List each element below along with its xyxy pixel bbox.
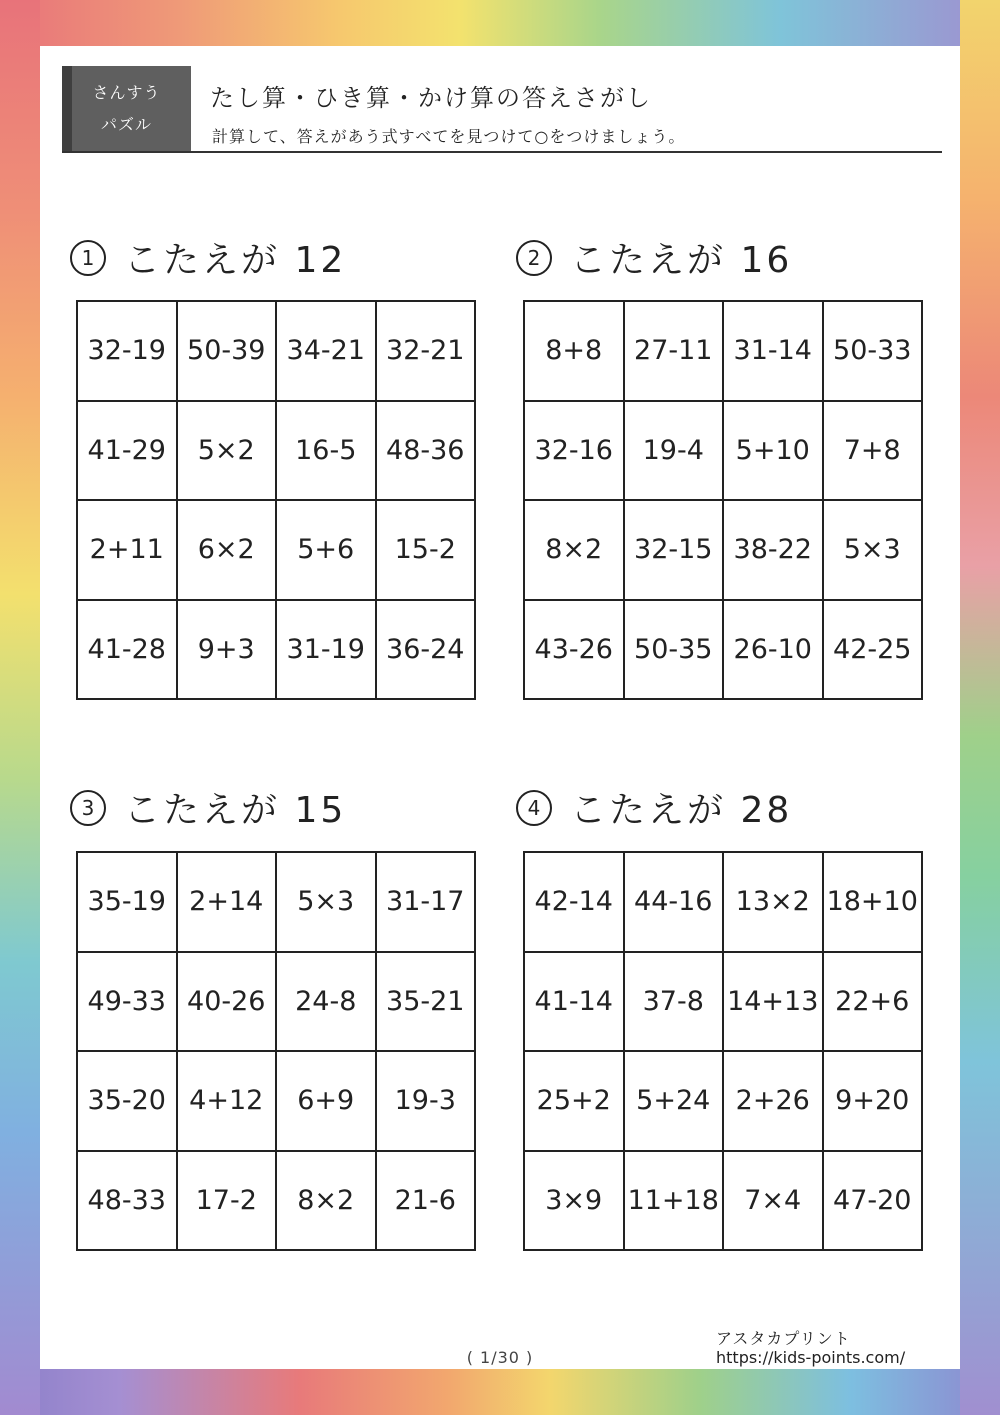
expression-cell[interactable]: 32-19 xyxy=(78,302,178,402)
expression-cell[interactable]: 43-26 xyxy=(525,601,625,701)
category-label-line1: さんすう xyxy=(92,83,161,102)
puzzle-heading-text: こたえが 16 xyxy=(570,240,793,281)
expression-cell[interactable]: 50-35 xyxy=(625,601,725,701)
expression-cell[interactable]: 42-25 xyxy=(824,601,924,701)
site-url: https://kids-points.com/ xyxy=(716,1348,906,1367)
expression-cell[interactable]: 32-15 xyxy=(625,501,725,601)
expression-cell[interactable]: 22+6 xyxy=(824,953,924,1053)
puzzle-1-heading xyxy=(70,232,346,283)
expression-cell[interactable]: 4+12 xyxy=(178,1052,278,1152)
expression-cell[interactable]: 48-33 xyxy=(78,1152,178,1252)
expression-cell[interactable]: 35-21 xyxy=(377,953,477,1053)
expression-cell[interactable]: 9+3 xyxy=(178,601,278,701)
expression-cell[interactable]: 25+2 xyxy=(525,1052,625,1152)
expression-cell[interactable]: 17-2 xyxy=(178,1152,278,1252)
expression-cell[interactable]: 42-14 xyxy=(525,853,625,953)
expression-cell[interactable]: 26-10 xyxy=(724,601,824,701)
expression-cell[interactable]: 14+13 xyxy=(724,953,824,1053)
expression-cell[interactable]: 8×2 xyxy=(277,1152,377,1252)
expression-cell[interactable]: 27-11 xyxy=(625,302,725,402)
expression-cell[interactable]: 44-16 xyxy=(625,853,725,953)
puzzle-number-badge: 4 xyxy=(516,790,552,826)
rainbow-frame-left xyxy=(0,0,40,1415)
expression-cell[interactable]: 15-2 xyxy=(377,501,477,601)
puzzle-3-grid xyxy=(76,851,476,1251)
expression-cell[interactable]: 50-39 xyxy=(178,302,278,402)
expression-cell[interactable]: 40-26 xyxy=(178,953,278,1053)
expression-cell[interactable]: 37-8 xyxy=(625,953,725,1053)
expression-cell[interactable]: 19-3 xyxy=(377,1052,477,1152)
expression-cell[interactable]: 5×3 xyxy=(824,501,924,601)
expression-cell[interactable]: 5+10 xyxy=(724,402,824,502)
brand-name: アスタカプリント xyxy=(716,1329,851,1348)
expression-cell[interactable]: 31-14 xyxy=(724,302,824,402)
expression-cell[interactable]: 41-28 xyxy=(78,601,178,701)
expression-cell[interactable]: 6×2 xyxy=(178,501,278,601)
puzzle-number-badge: 2 xyxy=(516,240,552,276)
expression-cell[interactable]: 13×2 xyxy=(724,853,824,953)
expression-cell[interactable]: 5×2 xyxy=(178,402,278,502)
puzzle-number-badge: 1 xyxy=(70,240,106,276)
expression-cell[interactable]: 21-6 xyxy=(377,1152,477,1252)
rainbow-frame-top xyxy=(0,0,1000,46)
expression-cell[interactable]: 18+10 xyxy=(824,853,924,953)
expression-cell[interactable]: 31-19 xyxy=(277,601,377,701)
expression-cell[interactable]: 34-21 xyxy=(277,302,377,402)
expression-cell[interactable]: 50-33 xyxy=(824,302,924,402)
expression-cell[interactable]: 32-16 xyxy=(525,402,625,502)
puzzle-heading-text: こたえが 15 xyxy=(124,790,347,831)
worksheet-title: たし算・ひき算・かけ算の答えさがし xyxy=(210,84,652,112)
expression-cell[interactable]: 8×2 xyxy=(525,501,625,601)
puzzle-2-grid xyxy=(523,300,923,700)
expression-cell[interactable]: 5×3 xyxy=(277,853,377,953)
expression-cell[interactable]: 8+8 xyxy=(525,302,625,402)
expression-cell[interactable]: 7×4 xyxy=(724,1152,824,1252)
expression-cell[interactable]: 7+8 xyxy=(824,402,924,502)
expression-cell[interactable]: 47-20 xyxy=(824,1152,924,1252)
expression-cell[interactable]: 35-19 xyxy=(78,853,178,953)
expression-cell[interactable]: 6+9 xyxy=(277,1052,377,1152)
puzzle-3-heading xyxy=(70,782,346,833)
expression-cell[interactable]: 41-14 xyxy=(525,953,625,1053)
category-label xyxy=(62,66,191,152)
puzzle-1-grid xyxy=(76,300,476,700)
category-label-line2: パズル xyxy=(100,115,152,134)
expression-cell[interactable]: 19-4 xyxy=(625,402,725,502)
header-divider xyxy=(62,151,942,153)
puzzle-2-heading xyxy=(516,232,792,283)
puzzle-4-heading xyxy=(516,782,792,833)
expression-cell[interactable]: 2+11 xyxy=(78,501,178,601)
expression-cell[interactable]: 24-8 xyxy=(277,953,377,1053)
puzzle-number-badge: 3 xyxy=(70,790,106,826)
expression-cell[interactable]: 9+20 xyxy=(824,1052,924,1152)
puzzle-heading-text: こたえが 12 xyxy=(124,240,347,281)
expression-cell[interactable]: 2+14 xyxy=(178,853,278,953)
expression-cell[interactable]: 2+26 xyxy=(724,1052,824,1152)
rainbow-frame-bottom xyxy=(0,1369,1000,1415)
rainbow-frame-right xyxy=(960,0,1000,1415)
worksheet-instruction: 計算して、答えがあう式すべてを見つけて○をつけましょう。 xyxy=(212,127,686,146)
expression-cell[interactable]: 3×9 xyxy=(525,1152,625,1252)
expression-cell[interactable]: 32-21 xyxy=(377,302,477,402)
puzzle-heading-text: こたえが 28 xyxy=(570,790,793,831)
expression-cell[interactable]: 48-36 xyxy=(377,402,477,502)
expression-cell[interactable]: 41-29 xyxy=(78,402,178,502)
expression-cell[interactable]: 35-20 xyxy=(78,1052,178,1152)
expression-cell[interactable]: 5+6 xyxy=(277,501,377,601)
page-number: ( 1/30 ) xyxy=(466,1348,534,1367)
expression-cell[interactable]: 11+18 xyxy=(625,1152,725,1252)
expression-cell[interactable]: 31-17 xyxy=(377,853,477,953)
expression-cell[interactable]: 36-24 xyxy=(377,601,477,701)
expression-cell[interactable]: 38-22 xyxy=(724,501,824,601)
puzzle-4-grid xyxy=(523,851,923,1251)
expression-cell[interactable]: 49-33 xyxy=(78,953,178,1053)
expression-cell[interactable]: 5+24 xyxy=(625,1052,725,1152)
expression-cell[interactable]: 16-5 xyxy=(277,402,377,502)
